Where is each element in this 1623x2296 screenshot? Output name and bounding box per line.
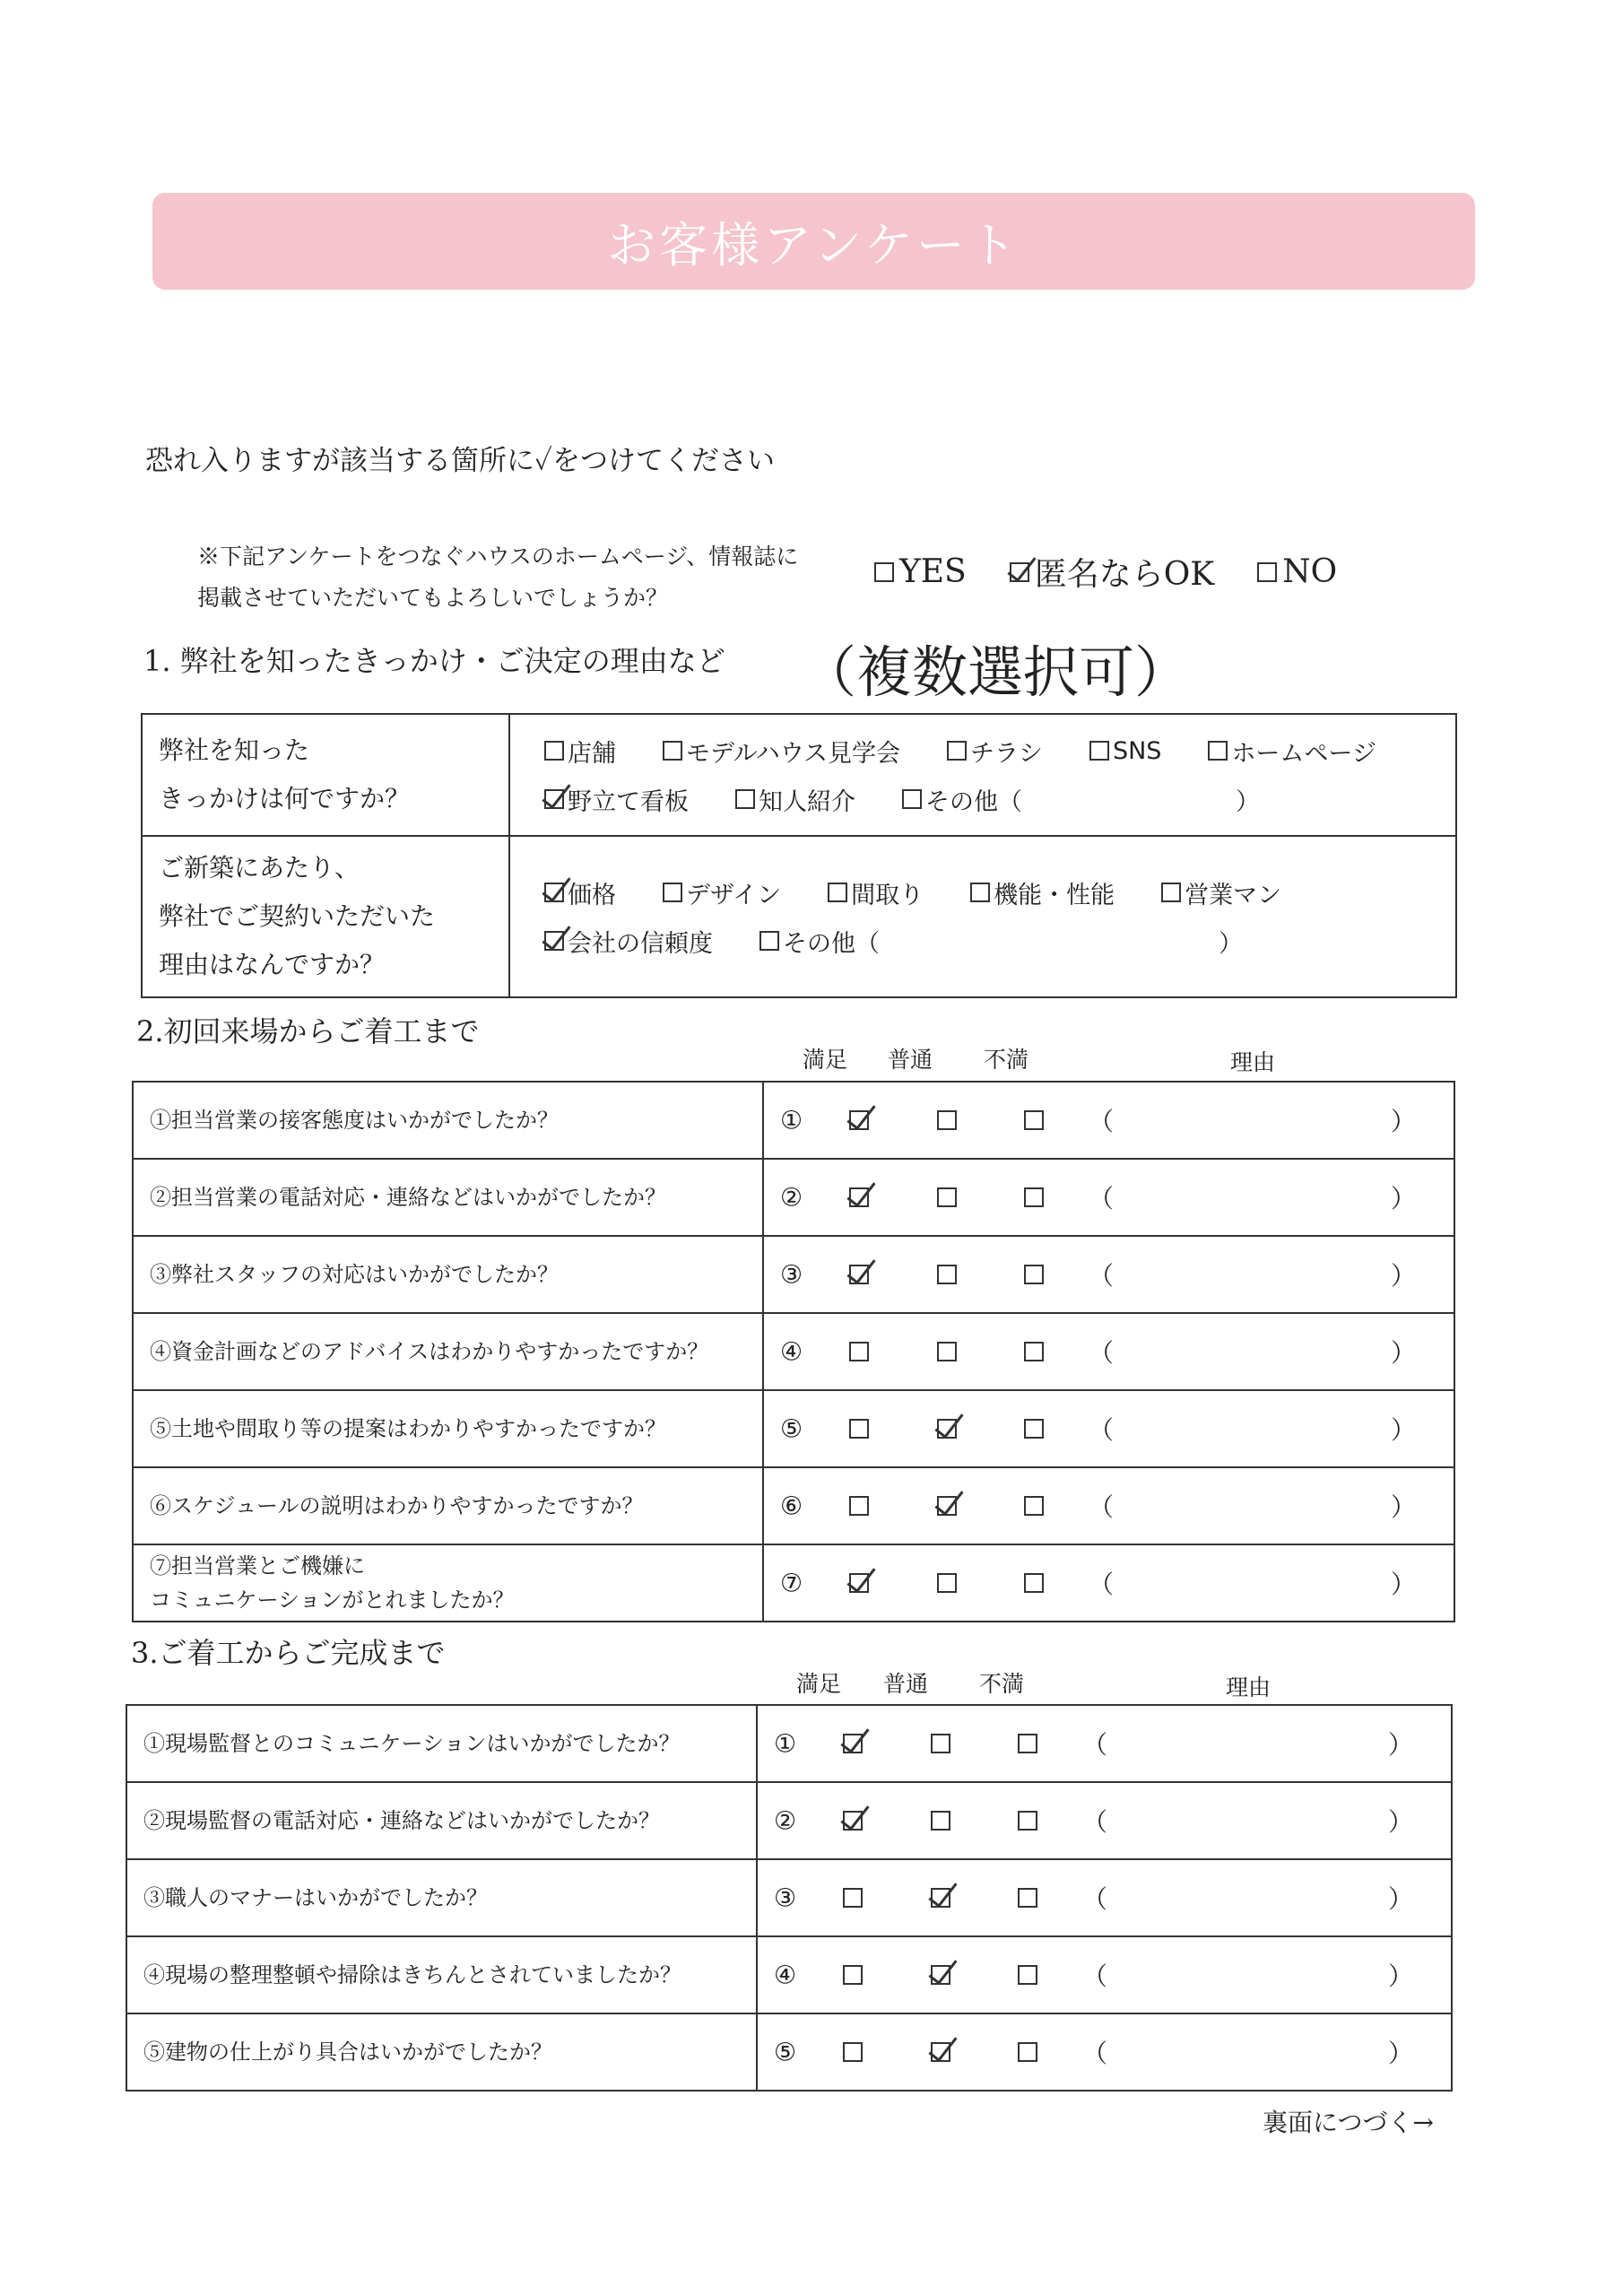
satisfied-checkbox[interactable]: [843, 1965, 863, 1985]
normal-checkbox[interactable]: [931, 1811, 950, 1831]
checkbox[interactable]: [759, 931, 779, 951]
option-flyer[interactable]: チラシ: [947, 734, 1043, 769]
unsatisfied-checkbox[interactable]: [1024, 1419, 1044, 1439]
checkbox[interactable]: [970, 883, 990, 902]
satisfied-checkbox[interactable]: [849, 1110, 869, 1130]
unsatisfied-checkbox[interactable]: [1018, 1811, 1037, 1831]
normal-checkbox[interactable]: [931, 2042, 950, 2062]
section2-header-unsatisfied: 不満: [984, 1047, 1029, 1073]
q1-label: 弊社を知った きっかけは何ですか？: [142, 714, 509, 836]
table-row: ⑤土地や間取り等の提案はわかりやすかったですか？ ⑤ （ ）: [133, 1390, 1454, 1467]
checkbox[interactable]: [663, 741, 682, 761]
section1-title: 1. 弊社を知ったきっかけ・ご決定の理由など: [143, 644, 725, 678]
satisfied-checkbox[interactable]: [849, 1342, 869, 1361]
normal-checkbox[interactable]: [937, 1496, 957, 1516]
table-row: ④現場の整理整頓や掃除はきちんとされていましたか？ ④ （ ）: [126, 1936, 1452, 2013]
option-other[interactable]: その他（ ）: [902, 782, 1260, 817]
section2-table: [132, 1081, 1455, 1622]
checkbox[interactable]: [1257, 562, 1277, 582]
table-row: ①担当営業の接客態度はいかがでしたか？ ① （ ）: [133, 1082, 1454, 1159]
publish-yes-option[interactable]: YES: [874, 549, 967, 595]
satisfied-checkbox[interactable]: [843, 1811, 863, 1831]
multi-select-note: （複数選択可）: [801, 639, 1191, 705]
checkbox[interactable]: [544, 741, 564, 761]
checkbox-checked[interactable]: [544, 931, 564, 951]
unsatisfied-checkbox[interactable]: [1024, 1265, 1044, 1284]
checkbox[interactable]: [663, 883, 682, 902]
option-other-reason[interactable]: その他（ ）: [759, 924, 1243, 959]
option-model-house[interactable]: モデルハウス見学会: [663, 734, 900, 769]
table-row: ①現場監督とのコミュニケーションはいかがでしたか？ ① （ ）: [126, 1705, 1452, 1782]
q2-label: ご新築にあたり、 弊社でご契約いただいた 理由はなんですか？: [142, 836, 509, 997]
normal-checkbox[interactable]: [937, 1265, 957, 1284]
normal-checkbox[interactable]: [931, 1965, 950, 1985]
publish-anon-option[interactable]: 匿名ならOK: [1010, 549, 1214, 595]
checkbox[interactable]: [735, 789, 755, 809]
checkbox[interactable]: [1161, 883, 1181, 902]
satisfied-checkbox[interactable]: [843, 1734, 863, 1753]
section3-table: [126, 1704, 1453, 2092]
option-design[interactable]: デザイン: [663, 875, 781, 910]
table-row: ②担当営業の電話対応・連絡などはいかがでしたか？ ② （ ）: [133, 1159, 1454, 1236]
publish-note-line2: 掲載させていただいてもよろしいでしょうか？: [197, 585, 669, 611]
section3-header-normal: 普通: [883, 1671, 929, 1697]
section3-header-unsatisfied: 不満: [979, 1671, 1025, 1697]
table-row: ③弊社スタッフの対応はいかがでしたか？ ③ （ ）: [133, 1236, 1454, 1313]
checkbox[interactable]: [874, 562, 894, 582]
q1-answers: [509, 714, 1456, 836]
unsatisfied-checkbox[interactable]: [1024, 1573, 1044, 1593]
unsatisfied-checkbox[interactable]: [1018, 1734, 1037, 1753]
section3-header-satisfied: 満足: [796, 1671, 842, 1697]
normal-checkbox[interactable]: [937, 1419, 957, 1439]
publish-note-line1: ※下記アンケートをつなぐハウスのホームページ、情報誌に: [197, 544, 799, 570]
unsatisfied-checkbox[interactable]: [1018, 1888, 1037, 1908]
satisfied-checkbox[interactable]: [849, 1265, 869, 1284]
instruction-text: 恐れ入りますが該当する箇所に✓をつけてください: [145, 445, 775, 477]
normal-checkbox[interactable]: [931, 1734, 950, 1753]
table-row: ⑦担当営業とご機嫌に コミュニケーションがとれましたか？ ⑦ （ ）: [133, 1544, 1454, 1622]
option-price[interactable]: 価格: [544, 875, 616, 910]
option-performance[interactable]: 機能・性能: [970, 875, 1115, 910]
checkbox-checked[interactable]: [544, 789, 564, 809]
unsatisfied-checkbox[interactable]: [1018, 1965, 1037, 1985]
option-homepage[interactable]: ホームページ: [1208, 734, 1376, 769]
table-row: ⑤建物の仕上がり具合はいかがでしたか？ ⑤ （ ）: [126, 2013, 1452, 2091]
section3-header-reason: 理由: [1226, 1674, 1271, 1700]
satisfied-checkbox[interactable]: [849, 1496, 869, 1516]
checkbox[interactable]: [947, 741, 967, 761]
normal-checkbox[interactable]: [937, 1573, 957, 1593]
checkbox-checked[interactable]: [1010, 562, 1029, 582]
section2-title: 2.初回来場からご着工まで: [136, 1014, 480, 1048]
normal-checkbox[interactable]: [937, 1187, 957, 1207]
option-store[interactable]: 店舗: [544, 734, 616, 769]
checkbox[interactable]: [1208, 741, 1228, 761]
section2-header-reason: 理由: [1230, 1049, 1276, 1075]
normal-checkbox[interactable]: [931, 1888, 950, 1908]
section3-title: 3.ご着工からご完成まで: [131, 1636, 446, 1670]
satisfied-checkbox[interactable]: [849, 1187, 869, 1207]
checkbox[interactable]: [1089, 741, 1109, 761]
section2-header-satisfied: 満足: [803, 1047, 848, 1073]
satisfied-checkbox[interactable]: [849, 1419, 869, 1439]
checkbox[interactable]: [828, 883, 847, 902]
option-floorplan[interactable]: 間取り: [828, 875, 924, 910]
unsatisfied-checkbox[interactable]: [1024, 1110, 1044, 1130]
normal-checkbox[interactable]: [937, 1110, 957, 1130]
section1-table: [141, 713, 1457, 998]
normal-checkbox[interactable]: [937, 1342, 957, 1361]
unsatisfied-checkbox[interactable]: [1018, 2042, 1037, 2062]
publish-consent-note: [197, 536, 798, 619]
satisfied-checkbox[interactable]: [843, 1888, 863, 1908]
satisfied-checkbox[interactable]: [849, 1573, 869, 1593]
option-referral[interactable]: 知人紹介: [735, 782, 855, 817]
option-trust[interactable]: 会社の信頼度: [544, 924, 713, 959]
publish-no-option[interactable]: NO: [1257, 549, 1337, 595]
unsatisfied-checkbox[interactable]: [1024, 1496, 1044, 1516]
publish-consent-options: [874, 549, 1337, 595]
table-row: ③職人のマナーはいかがでしたか？ ③ （ ）: [126, 1859, 1452, 1936]
section2-header-normal: 普通: [888, 1047, 933, 1073]
checkbox-checked[interactable]: [544, 883, 564, 902]
option-signboard[interactable]: 野立て看板: [544, 782, 689, 817]
q2-answers: [509, 836, 1456, 997]
satisfied-checkbox[interactable]: [843, 2042, 863, 2062]
continue-on-back-note: 裏面につづく→: [1263, 2108, 1434, 2137]
unsatisfied-checkbox[interactable]: [1024, 1187, 1044, 1207]
table-row: ④資金計画などのアドバイスはわかりやすかったですか？ ④ （ ）: [133, 1313, 1454, 1390]
table-row: ⑥スケジュールの説明はわかりやすかったですか？ ⑥ （ ）: [133, 1467, 1454, 1544]
option-sns[interactable]: SNS: [1089, 737, 1161, 765]
option-salesperson[interactable]: 営業マン: [1161, 875, 1281, 910]
survey-title-banner: [152, 193, 1475, 290]
checkbox[interactable]: [902, 789, 922, 809]
survey-title: お客様アンケート: [607, 216, 1020, 274]
unsatisfied-checkbox[interactable]: [1024, 1342, 1044, 1361]
table-row: ②現場監督の電話対応・連絡などはいかがでしたか？ ② （ ）: [126, 1782, 1452, 1859]
